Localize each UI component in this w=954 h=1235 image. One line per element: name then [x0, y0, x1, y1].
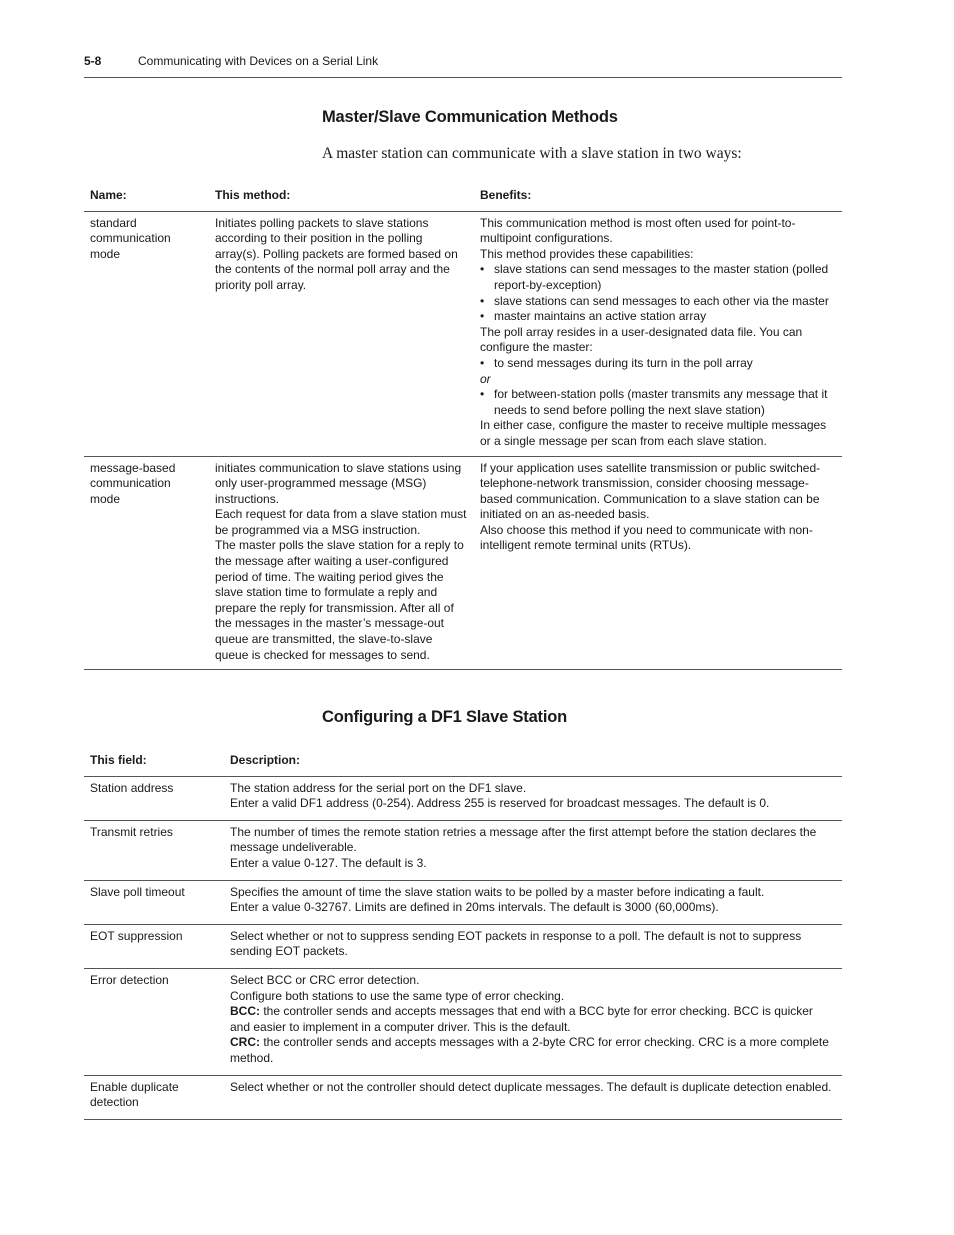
- benefit-text: The poll array resides in a user-designated data file. You can configure the master:: [480, 324, 803, 355]
- benefit-text: This communication method is most often used for point-to-multipoint configurations.: [480, 215, 796, 246]
- description-text: Enter a valid DF1 address (0-254). Address 255 is reserved for broadcast messages. The default is 0.: [230, 796, 770, 811]
- table-row: [84, 924, 842, 968]
- bullet-item: • to send messages during its turn in the poll array: [480, 356, 836, 372]
- column-header-benefits: Benefits:: [474, 188, 842, 211]
- field-description: [224, 776, 842, 820]
- description-text: The station address for the serial port on the DF1 slave.: [230, 780, 527, 795]
- field-description: [224, 968, 842, 1075]
- method-benefits: [474, 211, 842, 456]
- description-text: Select BCC or CRC error detection.: [230, 972, 420, 987]
- field-name: EOT suppression: [84, 924, 224, 968]
- method-benefits: [474, 456, 842, 670]
- section-title-master-slave: Master/Slave Communication Methods: [322, 108, 618, 126]
- table-row: [84, 456, 842, 670]
- table-row: [84, 820, 842, 880]
- bullet-item: • master maintains an active station array: [480, 309, 836, 325]
- field-name: Slave poll timeout: [84, 880, 224, 924]
- description-text: Enter a value 0-127. The default is 3.: [230, 855, 427, 870]
- method-text: The master polls the slave station for a reply to the message after waiting a user-configured period of time. The waiting period gives the slave station time to formulate a reply and prepare the reply for transmission. After all of the messages in the master’s message-out queue are transmitted, the slave-to-slave queue is checked for messages to send.: [215, 538, 464, 662]
- benefit-text: This method provides these capabilities:: [480, 246, 694, 261]
- df1-slave-fields-table: [84, 753, 842, 1120]
- method-description: Initiates polling packets to slave stations according to their position in the polling array(s). Polling packets are formed based on the contents of the normal poll array and the priority poll array.: [209, 211, 474, 456]
- bullet-item: • slave stations can send messages to each other via the master: [480, 294, 836, 310]
- or-text: or: [480, 371, 491, 386]
- crc-text: the controller sends and accepts messages with a 2-byte CRC for error checking. CRC is a more complete method.: [230, 1035, 829, 1065]
- table-row: [84, 880, 842, 924]
- benefit-text: If your application uses satellite transmission or public switched-telephone-network transmission, consider choosing message-based communication. Communication to a slave station can be initiated on an as-needed basis.: [480, 460, 821, 522]
- method-name: message-based communication mode: [84, 456, 209, 670]
- field-name: Station address: [84, 776, 224, 820]
- benefit-text: In either case, configure the master to receive multiple messages or a single message per scan from each slave station.: [480, 418, 827, 448]
- column-header-description: Description:: [224, 753, 842, 776]
- description-text: Select whether or not the controller should detect duplicate messages. The default is duplicate detection enabled.: [230, 1079, 832, 1094]
- column-header-field: This field:: [84, 753, 224, 776]
- crc-description: [230, 1035, 836, 1066]
- benefit-text: Also choose this method if you need to communicate with non-intelligent remote terminal units (RTUs).: [480, 522, 813, 553]
- description-text: Specifies the amount of time the slave station waits to be polled by a master before indicating a fault.: [230, 884, 765, 899]
- table-header-row: [84, 188, 842, 211]
- description-text: The number of times the remote station retries a message after the first attempt before the station declares the message undeliverable.: [230, 824, 817, 855]
- section-title-df1-slave: Configuring a DF1 Slave Station: [322, 708, 567, 726]
- description-text: Select whether or not to suppress sending EOT packets in response to a poll. The default is not to suppress sending EOT packets.: [230, 928, 802, 959]
- field-name: Transmit retries: [84, 820, 224, 880]
- method-text: initiates communication to slave stations using only user-programmed message (MSG) instructions.: [215, 460, 462, 506]
- field-name: Error detection: [84, 968, 224, 1075]
- field-description: [224, 924, 842, 968]
- intro-paragraph: A master station can communicate with a slave station in two ways:: [322, 145, 742, 162]
- bullet-item: • slave stations can send messages to the master station (polled report-by-exception): [480, 262, 836, 293]
- field-description: [224, 880, 842, 924]
- table-row: [84, 211, 842, 456]
- description-text: Enter a value 0-32767. Limits are defined in 20ms intervals. The default is 3000 (60,000ms).: [230, 900, 719, 915]
- table-row: [84, 968, 842, 1075]
- chapter-title: Communicating with Devices on a Serial Link: [138, 54, 379, 68]
- table-row: [84, 1075, 842, 1119]
- field-description: [224, 1075, 842, 1119]
- method-text: Each request for data from a slave station must be programmed via a MSG instruction.: [215, 507, 467, 537]
- table-row: [84, 776, 842, 820]
- column-header-method: This method:: [209, 188, 474, 211]
- field-name: Enable duplicate detection: [84, 1075, 224, 1119]
- table-header-row: [84, 753, 842, 776]
- field-description: [224, 820, 842, 880]
- method-name: standard communication mode: [84, 211, 209, 456]
- bullet-item: • for between-station polls (master transmits any message that it needs to send before polling the next slave station): [480, 387, 836, 418]
- crc-label: CRC:: [230, 1035, 260, 1050]
- page-header: [84, 52, 842, 78]
- column-header-name: Name:: [84, 188, 209, 211]
- page-number: 5-8: [84, 54, 102, 68]
- bcc-label: BCC:: [230, 1004, 260, 1019]
- method-description: [209, 456, 474, 670]
- description-text: Configure both stations to use the same type of error checking.: [230, 988, 565, 1003]
- communication-methods-table: [84, 188, 842, 670]
- bcc-text: the controller sends and accepts messages that end with a BCC byte for error checking. BCC is quicker and easier to implement in a computer driver. This is the default.: [230, 1004, 813, 1034]
- bcc-description: [230, 1004, 836, 1035]
